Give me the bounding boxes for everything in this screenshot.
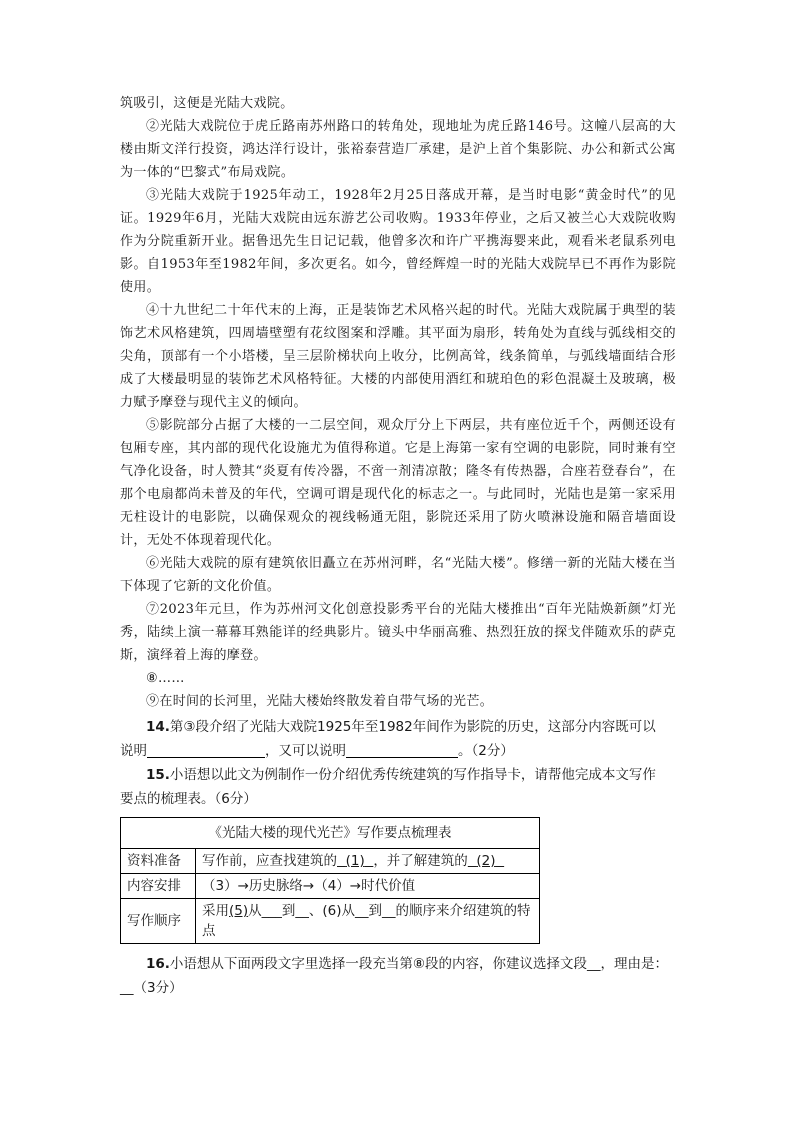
question-14	[120, 715, 676, 763]
table-blank-2[interactable]: (2)	[476, 853, 496, 869]
question-15-text-b: 要点的梳理表。（6分）	[120, 791, 257, 807]
row-content-materials: 写作前，应查找建筑的 (1) ，并了解建筑的 (2)	[196, 849, 540, 874]
exam-page	[120, 92, 676, 1000]
paragraph-5: ⑤影院部分占据了大楼的一二层空间，观众厅分上下两层，共有座位近千个，两侧还设有包厢专座，其内部的现代化设施尤为值得称道。它是上海第一家有空调的电影院，同时兼有空气净化设备，时人赞其“炎夏有传冷器，不啻一剂清凉散；隆冬有传热器，合座若登春台”，在那个电扇都尚未普及的年代，空调可谓是现代化的标志之一。与此同时，光陆也是第一家采用无柱设计的电影院，以确保观众的视线畅通无阻，影院还采用了防火喷淋设施和隔音墙面设计，无处不体现着现代化。	[120, 418, 676, 548]
question-14-text-c: ，又可以说明	[265, 743, 346, 759]
answer-blank-14-2[interactable]	[346, 741, 458, 758]
paragraph-2: ②光陆大戏院位于虎丘路南苏州路口的转角处，现地址为虎丘路146号。这幢八层高的大楼由斯文洋行投资，鸿达洋行设计，张裕泰营造厂承建，是沪上首个集影院、办公和新式公寓为一体的“巴黎式”布局戏院。	[120, 119, 676, 180]
paragraph-7: ⑦2023年元旦，作为苏州河文化创意投影秀平台的光陆大楼推出“百年光陆焕新颜”灯光秀，陆续上演一幕幕耳熟能详的经典影片。镜头中华丽高雅、热烈狂放的探戈伴随欢乐的萨克斯，演绎着上海的摩登。	[120, 602, 676, 663]
row-label-materials: 资料准备	[121, 849, 196, 874]
answer-blank-14-1[interactable]	[147, 741, 265, 758]
table-row	[121, 899, 540, 944]
question-14-number: 14.	[146, 719, 170, 735]
table-row	[121, 849, 540, 874]
paragraph-6: ⑥光陆大戏院的原有建筑依旧矗立在苏州河畔，名“光陆大楼”。修缮一新的光陆大楼在当下体现了它新的文化价值。	[120, 556, 676, 594]
row-content-arrangement[interactable]: （3）→历史脉络→（4）→时代价值	[196, 874, 540, 899]
question-16-text-b: __（3分）	[120, 980, 183, 996]
table-blank-5[interactable]: (5)	[229, 903, 249, 919]
row-content-order: 采用(5)从___到__、(6)从__到__的顺序来介绍建筑的特点	[196, 899, 540, 944]
question-16-number: 16.	[146, 956, 170, 972]
question-15-number: 15.	[146, 767, 170, 783]
paragraph-1: 筑吸引，这便是光陆大戏院。	[120, 96, 294, 111]
question-14-text-b: 说明	[120, 743, 147, 759]
table-blank-1[interactable]: (1)	[345, 853, 365, 869]
row-label-order: 写作顺序	[121, 899, 196, 944]
paragraph-8: ⑧……	[146, 671, 185, 686]
paragraph-4: ④十九世纪二十年代末的上海，正是装饰艺术风格兴起的时代。光陆大戏院属于典型的装饰艺术风格建筑，四周墙壁塑有花纹图案和浮雕。其平面为扇形，转角处为直线与弧线相交的尖角，顶部有一个小塔楼，呈三层阶梯状向上收分，比例高耸，线条简单，与弧线墙面结合形成了大楼最明显的装饰艺术风格特征。大楼的内部使用酒红和琥珀色的彩色混凝土及玻璃，极力赋予摩登与现代主义的倾向。	[120, 303, 676, 410]
question-15-text-a: 小语想以此文为例制作一份介绍优秀传统建筑的写作指导卡，请帮他完成本文写作	[169, 767, 656, 783]
question-14-text-a: 第③段介绍了光陆大戏院1925年至1982年间作为影院的历史，这部分内容既可以	[169, 719, 656, 735]
writing-points-table	[120, 817, 540, 944]
question-15	[120, 763, 676, 944]
question-14-text-d: 。（2分）	[458, 743, 514, 759]
paragraph-9: ⑨在时间的长河里，光陆大楼始终散发着自带气场的光芒。	[146, 694, 494, 709]
table-title: 《光陆大楼的现代光芒》写作要点梳理表	[121, 818, 540, 849]
question-16-text-a: 小语想从下面两段文字里选择一段充当第⑧段的内容，你建议选择文段__，理由是：	[169, 956, 669, 972]
paragraph-3: ③光陆大戏院于1925年动工，1928年2月25日落成开幕，是当时电影“黄金时代”的见证。1929年6月，光陆大戏院由远东游艺公司收购。1933年停业，之后又被兰心大戏院收购作为分院重新开业。据鲁迅先生日记记载，他曾多次和许广平携海婴来此，观看米老鼠系列电影。自1953年至1982年间，多次更名。如今，曾经辉煌一时的光陆大戏院早已不再作为影院使用。	[120, 188, 676, 295]
row-label-content: 内容安排	[121, 874, 196, 899]
question-16	[120, 952, 676, 1000]
table-row	[121, 874, 540, 899]
article	[120, 92, 676, 713]
